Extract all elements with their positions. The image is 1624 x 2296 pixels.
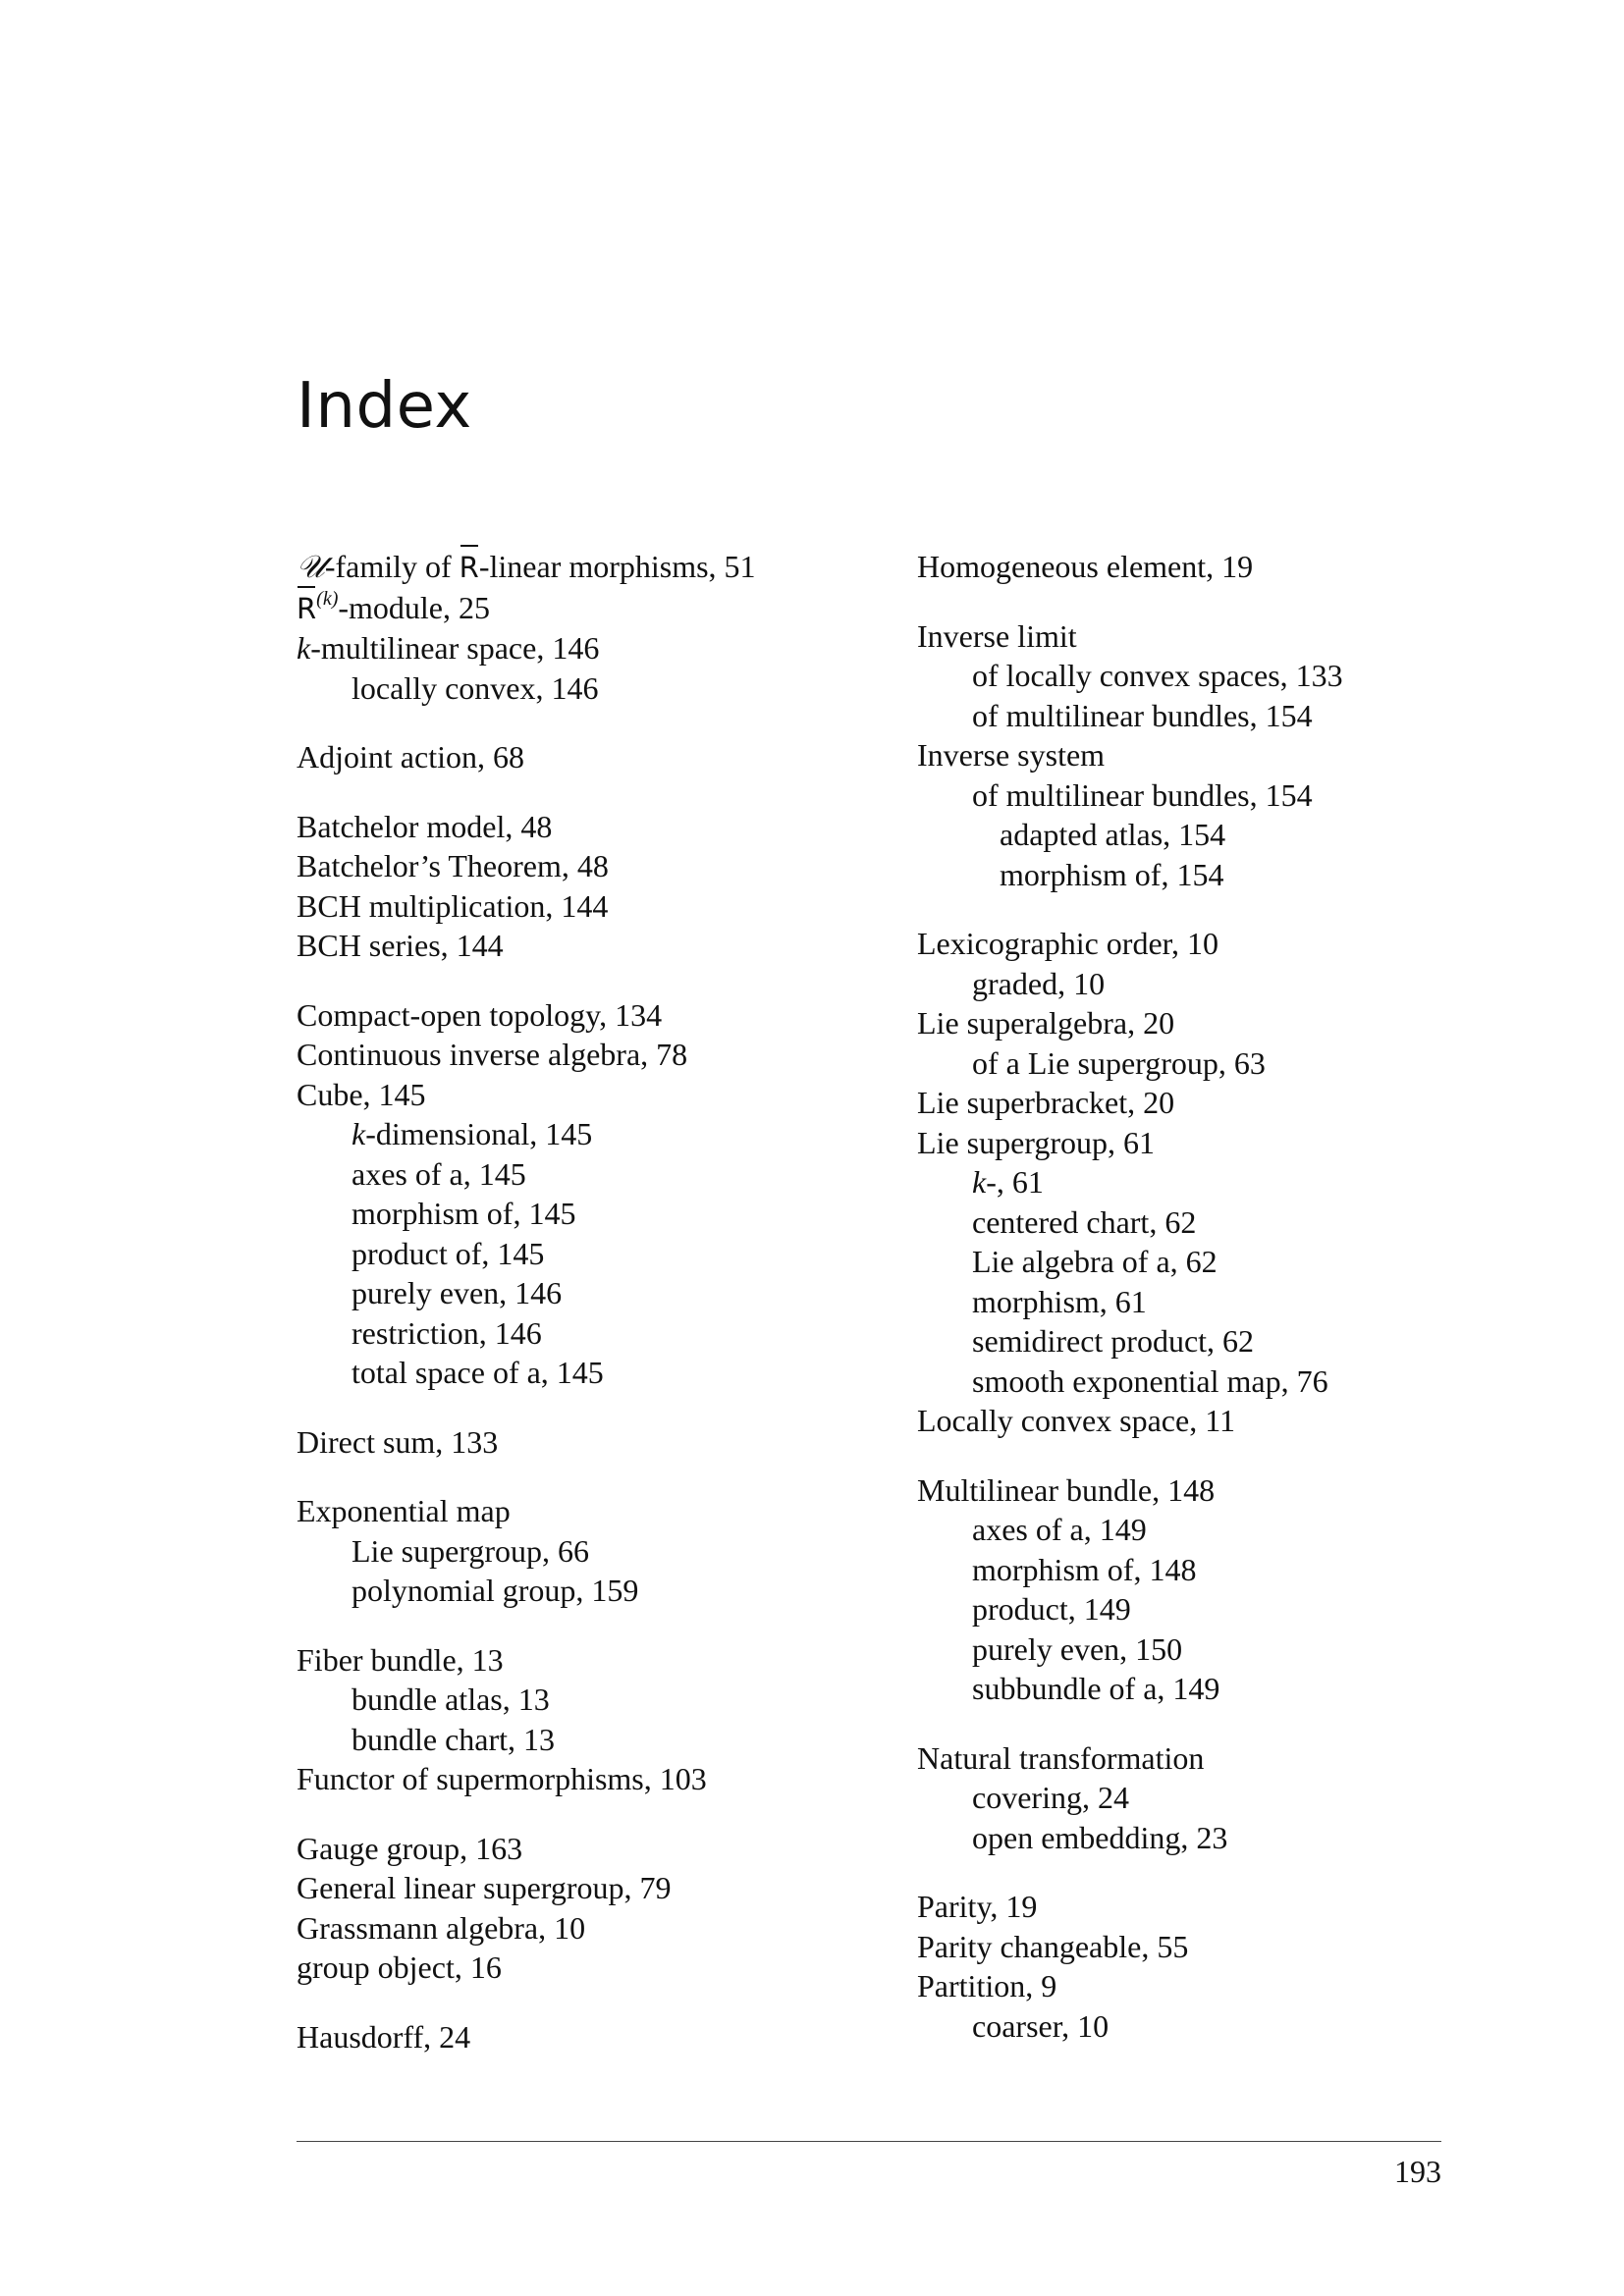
index-entry: [297, 807, 886, 847]
index-entry: [917, 1887, 1565, 1927]
index-letter-group: [917, 547, 1565, 587]
index-entry: [917, 735, 1565, 775]
entry-text: Parity, 19: [917, 1889, 1038, 1924]
index-subentry: [917, 1282, 1565, 1322]
entry-text: product, 149: [972, 1591, 1131, 1627]
index-entry: [297, 886, 886, 927]
index-letter-group: [917, 924, 1565, 1441]
index-subentry: [297, 1720, 886, 1760]
footer-rule: [297, 2141, 1441, 2142]
entry-text: Lie superalgebra, 20: [917, 1005, 1175, 1041]
index-subentry: [917, 1510, 1565, 1550]
index-subentry: [917, 1043, 1565, 1084]
entry-text: of multilinear bundles, 154: [972, 776, 1313, 813]
entry-text: -multilinear space, 146: [310, 630, 600, 666]
entry-text: polynomial group, 159: [352, 1573, 639, 1608]
index-subentry: [917, 1669, 1565, 1709]
index-subentry: [297, 1680, 886, 1720]
entry-text: purely even, 146: [352, 1275, 563, 1310]
entry-text: Cube, 145: [297, 1076, 426, 1112]
entry-text: of a Lie supergroup, 63: [972, 1044, 1266, 1081]
entry-text: Fiber bundle, 13: [297, 1641, 504, 1678]
index-letter-group: [917, 1738, 1565, 1858]
index-subentry: [917, 1629, 1565, 1670]
index-entry: [917, 1401, 1565, 1441]
index-letter-group: [297, 547, 886, 708]
entry-text: morphism of, 154: [1000, 856, 1224, 892]
index-letter-group: [297, 1491, 886, 1611]
index-subentry: [917, 1589, 1565, 1629]
index-entry: [297, 1640, 886, 1681]
entry-text: semidirect product, 62: [972, 1323, 1255, 1359]
entry-text: product of, 145: [352, 1235, 545, 1271]
entry-text: BCH series, 144: [297, 928, 504, 963]
index-entry: [297, 1908, 886, 1949]
index-subentry: [917, 2006, 1565, 2047]
entry-text: morphism of, 145: [352, 1196, 576, 1231]
entry-text: purely even, 150: [972, 1630, 1183, 1667]
index-entry: [917, 1123, 1565, 1163]
entry-text: Locally convex space, 11: [917, 1403, 1236, 1438]
entry-text: Parity changeable, 55: [917, 1928, 1189, 1964]
entry-suffix: -linear morphisms, 51: [478, 549, 756, 584]
index-column-left: [297, 547, 886, 2086]
entry-text: morphism of, 148: [972, 1551, 1197, 1587]
index-letter-group: [917, 1887, 1565, 2046]
entry-text: centered chart, 62: [972, 1203, 1197, 1240]
index-subentry: [917, 1362, 1565, 1402]
index-entry: [917, 1966, 1565, 2006]
entry-text: Compact-open topology, 134: [297, 996, 663, 1033]
entry-text: Grassmann algebra, 10: [297, 1909, 586, 1946]
entry-text: of locally convex spaces, 133: [972, 658, 1343, 693]
entry-text: bundle atlas, 13: [352, 1682, 550, 1717]
index-entry: [297, 1075, 886, 1115]
entry-text: graded, 10: [972, 965, 1106, 1001]
overline-bar: [460, 545, 478, 547]
page-number: 193: [1394, 2154, 1441, 2189]
blackboard-r-symbol: [297, 589, 316, 629]
index-entry: [297, 588, 886, 629]
index-subentry: [917, 1162, 1565, 1202]
index-entry: [297, 2017, 886, 2057]
entry-text: axes of a, 149: [972, 1512, 1147, 1547]
index-entry: [297, 846, 886, 886]
entry-text: coarser, 10: [972, 2007, 1110, 2044]
symbol-char: R: [459, 551, 479, 584]
index-subentry: [917, 656, 1565, 696]
symbol-char: R: [297, 591, 317, 625]
index-entry: [917, 924, 1565, 964]
entry-text: of multilinear bundles, 154: [972, 697, 1313, 733]
entry-text: General linear supergroup, 79: [297, 1870, 672, 1905]
index-letter-group: [297, 995, 886, 1393]
math-symbol: 𝒰: [297, 548, 325, 585]
index-subentry: [297, 1273, 886, 1313]
index-subentry: [917, 1778, 1565, 1818]
entry-text: Lexicographic order, 10: [917, 926, 1219, 961]
index-subentry: [917, 1242, 1565, 1282]
page-title: Index: [297, 370, 472, 443]
superscript: (k): [316, 587, 339, 610]
index-letter-group: [297, 2017, 886, 2057]
math-symbol: k: [972, 1164, 987, 1200]
entry-text: Lie superbracket, 20: [917, 1085, 1175, 1120]
entry-text: Lie supergroup, 61: [917, 1124, 1156, 1160]
index-entry: [297, 926, 886, 966]
index-subentry: [297, 668, 886, 709]
index-entry: [917, 1470, 1565, 1511]
entry-text: Batchelor’s Theorem, 48: [297, 848, 609, 883]
entry-text: Functor of supermorphisms, 103: [297, 1761, 707, 1796]
entry-text: bundle chart, 13: [352, 1721, 556, 1757]
index-subentry: [297, 1114, 886, 1154]
index-letter-group: [297, 1422, 886, 1463]
entry-text: Batchelor model, 48: [297, 808, 553, 844]
entry-text: morphism, 61: [972, 1283, 1147, 1319]
index-letter-group: [297, 1829, 886, 1988]
index-entry: [917, 547, 1565, 587]
index-letter-group: [297, 1640, 886, 1799]
index-entry: [297, 628, 886, 668]
blackboard-r-symbol: [460, 548, 479, 588]
entry-text: Lie supergroup, 66: [352, 1532, 590, 1569]
index-column-right: [917, 547, 1565, 2075]
entry-text: adapted atlas, 154: [1000, 817, 1226, 852]
index-letter-group: [917, 1470, 1565, 1709]
index-entry: [297, 547, 886, 588]
entry-text: group object, 16: [297, 1949, 502, 1985]
entry-text: Gauge group, 163: [297, 1830, 523, 1866]
index-subentry: [297, 1353, 886, 1393]
entry-text: open embedding, 23: [972, 1819, 1228, 1855]
entry-text: locally convex, 146: [352, 669, 599, 706]
index-entry: [297, 1491, 886, 1531]
index-subentry: [917, 775, 1565, 816]
entry-text: -module, 25: [338, 589, 490, 625]
entry-text: smooth exponential map, 76: [972, 1362, 1328, 1399]
index-letter-group: [917, 616, 1565, 895]
index-entry: [917, 616, 1565, 657]
index-entry: [297, 1035, 886, 1075]
index-letter-group: [297, 807, 886, 966]
index-subentry: [917, 815, 1565, 855]
index-subentry: [297, 1194, 886, 1234]
entry-text: Hausdorff, 24: [297, 2018, 471, 2055]
entry-text: Inverse limit: [917, 617, 1077, 654]
index-subentry: [297, 1234, 886, 1274]
index-entry: [917, 1927, 1565, 1967]
index-subentry: [917, 964, 1565, 1004]
math-symbol: k: [352, 1116, 366, 1151]
index-subentry: [297, 1154, 886, 1195]
index-entry: [297, 1829, 886, 1869]
entry-text: -family of: [324, 549, 460, 584]
index-entry: [297, 1868, 886, 1908]
index-entry: [297, 737, 886, 777]
entry-text: BCH multiplication, 144: [297, 887, 609, 924]
index-subentry: [917, 1202, 1565, 1243]
index-entry: [917, 1003, 1565, 1043]
index-entry: [297, 1759, 886, 1799]
overline-bar: [298, 586, 315, 588]
entry-text: Direct sum, 133: [297, 1423, 499, 1460]
entry-text: Partition, 9: [917, 1968, 1057, 2003]
entry-text: restriction, 146: [352, 1314, 542, 1351]
entry-text: axes of a, 145: [352, 1155, 526, 1192]
index-entry: [297, 1948, 886, 1988]
entry-text: Homogeneous element, 19: [917, 549, 1254, 584]
index-subentry: [297, 1313, 886, 1354]
math-symbol: k: [297, 630, 311, 666]
entry-text: -, 61: [986, 1164, 1044, 1200]
entry-text: Natural transformation: [917, 1739, 1205, 1776]
entry-text: Adjoint action, 68: [297, 739, 524, 774]
index-subentry: [917, 1321, 1565, 1362]
entry-text: Continuous inverse algebra, 78: [297, 1037, 688, 1072]
entry-text: subbundle of a, 149: [972, 1671, 1220, 1706]
index-subentry: [917, 696, 1565, 736]
entry-text: covering, 24: [972, 1780, 1129, 1815]
index-subentry: [917, 1818, 1565, 1858]
index-subentry: [917, 1550, 1565, 1590]
index-subentry: [297, 1531, 886, 1572]
index-entry: [297, 995, 886, 1036]
entry-text: -dimensional, 145: [365, 1116, 593, 1151]
entry-text: Inverse system: [917, 737, 1106, 773]
index-letter-group: [297, 737, 886, 777]
index-entry: [917, 1738, 1565, 1779]
entry-text: total space of a, 145: [352, 1355, 604, 1390]
entry-text: Exponential map: [297, 1493, 511, 1528]
entry-text: Lie algebra of a, 62: [972, 1244, 1218, 1279]
entry-text: Multilinear bundle, 148: [917, 1471, 1216, 1508]
index-subentry: [297, 1571, 886, 1611]
index-entry: [297, 1422, 886, 1463]
index-entry: [917, 1083, 1565, 1123]
index-subentry: [917, 855, 1565, 895]
